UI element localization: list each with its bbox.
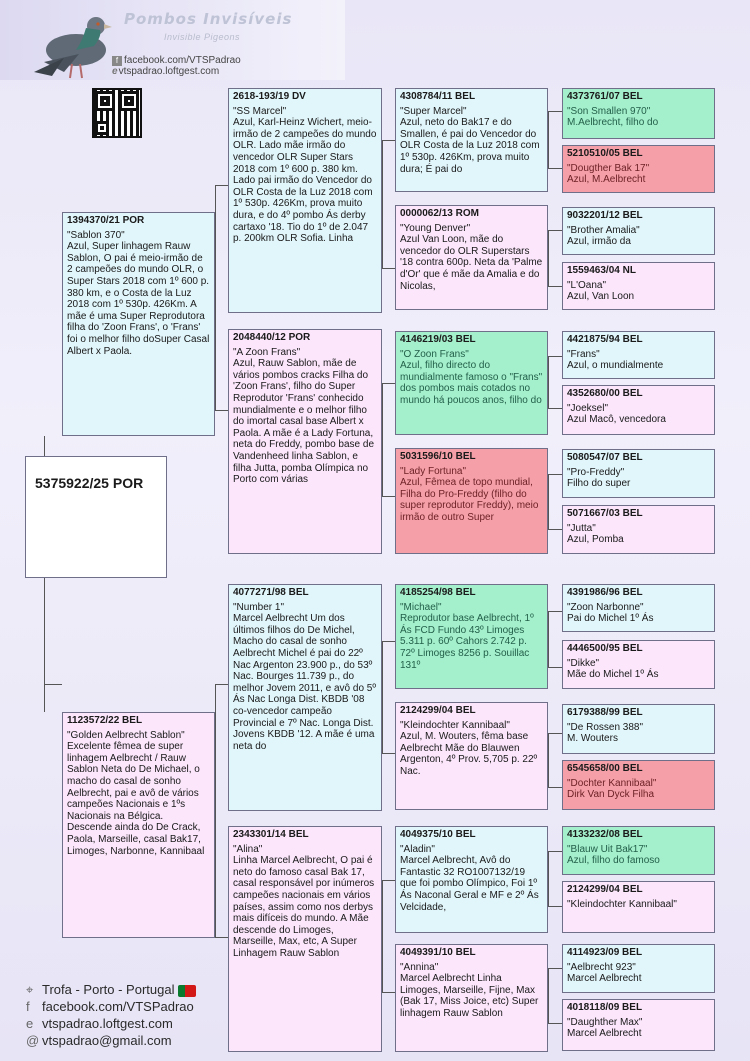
pigeon-desc: Marcel Aelbrecht Um dos últimos filhos do De Michel, Macho do casal de sonho Aelbrecht Michel é pai do 22º Nac Argenton 23.900 p., do 53º Nac. Bourges 11.739 p., do melhor Jovem 2011, e avô do 5º Ás Nac Longa Dist. KBDB '08 co-vencedor campeão Provincial e 7º Nac. Longa Dist. Jovens KBDB '12. A mãe é uma neta do [233, 613, 376, 752]
email-link[interactable]: vtspadrao@gmail.com [42, 1033, 172, 1048]
pigeon-desc: Azul, Van Loon [567, 291, 635, 303]
header-website-link[interactable]: vtspadrao.loftgest.com [118, 66, 220, 77]
gg-grandparent-box [562, 999, 715, 1051]
facebook-link[interactable]: facebook.com/VTSPadrao [42, 999, 194, 1014]
pigeon-name: "Kleindochter Kannibaal" [567, 898, 677, 910]
pigeon-name: "Aelbrecht 923" [567, 961, 636, 973]
gg-grandparent-box [562, 826, 715, 875]
contact-website [26, 1016, 173, 1031]
pigeon-desc: Azul, Karl-Heinz Wichert, meio-irmão de 2 campeões do mundo OLR. Lado mãe irmão do vencedor OLR Super Stars 2018 com 1º 600 p. 380 km. Lado pai irmão do Vencedor do OLR Costa de la Luz 2018 com 1º 530p. 426Km, prova muito dura, e do 4º pombo Ás derby cartaxo '18. Tio do 1º de 2.047 p. 200km OLR Sofia. Linha [233, 117, 377, 245]
pigeon-desc: Azul, filho do famoso [567, 855, 660, 867]
great-grandparent-box [395, 88, 548, 192]
pigeon-desc: Azul, M. Wouters, fêma base Aelbrecht Mãe do Blauwen Argenton, 4º Prov. 5,705 p. 22º Nac. [400, 731, 538, 777]
pigeon-ring: 2343301/14 BEL [233, 829, 309, 840]
sire-box [62, 212, 215, 436]
gg-grandparent-box [562, 640, 715, 689]
pigeon-desc: Azul, Fêmea de topo mundial, Filha do Pro-Freddy (filho do super reprodutor Freddy), meio irmão de outro Super [400, 477, 539, 523]
pigeon-ring: 4391986/96 BEL [567, 587, 643, 598]
pigeon-ring: 4114923/09 BEL [567, 947, 643, 958]
header-facebook-link[interactable]: facebook.com/VTSPadrao [124, 55, 241, 66]
pigeon-desc: Reprodutor base Aelbrecht, 1º Ás FCD Fundo 43º Limoges 5.311 p. 60º Cahors 2.742 p. 72º Limoges 8256 p. Souillac 131º [400, 613, 534, 671]
pigeon-ring: 4049391/10 BEL [400, 947, 476, 958]
great-grandparent-box [395, 331, 548, 435]
pigeon-ring: 4049375/10 BEL [400, 829, 476, 840]
pigeon-ring: 4308784/11 BEL [400, 91, 476, 102]
pigeon-ring: 4018118/09 BEL [567, 1002, 643, 1013]
great-grandparent-box [395, 205, 548, 310]
pigeon-name: "Daughther Max" [567, 1016, 643, 1028]
pigeon-desc: Dirk Van Dyck Filha [567, 789, 655, 801]
pigeon-name: "De Rossen 388" [567, 721, 644, 733]
pigeon-name: "Jutta" [567, 522, 596, 534]
gg-grandparent-box [562, 88, 715, 139]
pigeon-desc: Pai do Michel 1º Ás [567, 613, 654, 625]
grandparent-box [228, 88, 382, 313]
gg-grandparent-box [562, 881, 715, 933]
brand-title: Pombos Invisíveis [124, 10, 293, 28]
pigeon-name: "Dikke" [567, 657, 600, 669]
pigeon-name: "Pro-Freddy" [567, 466, 625, 478]
pigeon-desc: Filho do super [567, 478, 631, 490]
location-pin-icon: ⌖ [26, 982, 34, 997]
pigeon-ring: 5210510/05 BEL [567, 148, 643, 159]
pigeon-name: "Aladin" [400, 843, 435, 855]
gg-grandparent-box [562, 944, 715, 993]
pigeon-ring: 1123572/22 BEL [67, 715, 143, 726]
pigeon-name: "Dochter Kannibaal" [567, 777, 657, 789]
pigeon-name: "Number 1" [233, 601, 285, 613]
pigeon-logo-icon [24, 2, 114, 80]
gg-grandparent-box [562, 262, 715, 310]
pigeon-ring: 5031596/10 BEL [400, 451, 476, 462]
pigeon-ring: 0000062/13 ROM [400, 208, 479, 219]
brand-links [112, 55, 345, 77]
great-grandparent-box [395, 944, 548, 1052]
pigeon-ring: 4185254/98 BEL [400, 587, 476, 598]
pigeon-ring: 4146219/03 BEL [400, 334, 476, 345]
pigeon-desc: Linha Marcel Aelbrecht, O pai é neto do famoso casal Bak 17, casal responsável por inúmeros campeões nacionais em vários países, assim como nos derbys mais difíceis do mundo. A Mãe descende do Limoges, Marseille, Max, etc, A Super Linhagem Rauw Sablon [233, 855, 375, 959]
pigeon-desc: Azul, filho directo do mundialmente famoso o "Frans" dos pombos mais cotados no mundo há poucos anos, filho do [400, 360, 543, 406]
pigeon-ring: 4352680/00 BEL [567, 388, 643, 399]
brand-subtitle: Invisible Pigeons [164, 32, 241, 42]
pigeon-name: "Frans" [567, 348, 600, 360]
pigeon-ring: 4077271/98 BEL [233, 587, 309, 598]
pigeon-ring: 4446500/95 BEL [567, 643, 643, 654]
pigeon-ring: 1559463/04 NL [567, 265, 636, 276]
pigeon-ring: 1394370/21 POR [67, 215, 145, 226]
pigeon-name: "Joeksel" [567, 402, 609, 414]
contact-email [26, 1033, 172, 1048]
pigeon-desc: Azul Van Loon, mãe do vencedor do OLR Superstars '18 contra 600p. Neta da 'Palme d'Or' que é mãe da Amalia e do Nicolas, [400, 234, 543, 292]
pigeon-name: "O Zoon Frans" [400, 348, 469, 360]
gg-grandparent-box [562, 704, 715, 754]
great-grandparent-box [395, 826, 548, 933]
pigeon-desc: Azul, M.Aelbrecht [567, 174, 646, 186]
subject-pigeon-box [25, 456, 167, 578]
pigeon-name: "Michael" [400, 601, 442, 613]
pigeon-ring: 4133232/08 BEL [567, 829, 643, 840]
facebook-icon: f [26, 999, 30, 1014]
great-grandparent-box [395, 448, 548, 554]
great-grandparent-box [395, 584, 548, 689]
pigeon-desc: Marcel Aelbrecht Linha Limoges, Marseille, Fijne, Max (Bak 17, Miss Joice, etc) Super linhagem Rauw Sablon [400, 973, 539, 1019]
pigeon-desc: M. Wouters [567, 733, 618, 745]
dam-box [62, 712, 215, 938]
contact-location [26, 982, 196, 998]
pigeon-name: "Golden Aelbrecht Sablon" [67, 729, 185, 741]
gg-grandparent-box [562, 331, 715, 379]
pigeon-desc: Azul, o mundialmente [567, 360, 664, 372]
pigeon-name: "Super Marcel" [400, 105, 467, 117]
grandparent-box [228, 826, 382, 1052]
pigeon-desc: Azul, irmão da [567, 236, 631, 248]
pigeon-desc: Azul Macô, vencedora [567, 414, 666, 426]
pigeon-name: "Alina" [233, 843, 263, 855]
website-link[interactable]: vtspadrao.loftgest.com [42, 1016, 173, 1031]
pigeon-ring: 2048440/12 POR [233, 332, 311, 343]
pigeon-ring: 6545658/00 BEL [567, 763, 643, 774]
pigeon-name: "Zoon Narbonne" [567, 601, 644, 613]
pigeon-name: "L'Oana" [567, 279, 607, 291]
pigeon-ring: 2124299/04 BEL [567, 884, 643, 895]
pigeon-desc: Excelente fêmea de super linhagem Aelbrecht / Rauw Sablon Neta do De Michael, o macho do casal de sonho Aelbrecht, pai e avô de vários campeões Nacionais e 1ºs Nacionais na Bélgica. Descende ainda do De Crack, Paola, Marseille, casal Bak17, Limoges, Narbonne, Kannibaal [67, 741, 205, 857]
pigeon-ring: 4421875/94 BEL [567, 334, 643, 345]
pigeon-desc: Marcel Aelbrecht, Avô do Fantastic 32 RO1007132/19 que foi pombo Olímpico, Foi 1º Ás Naconal Geral e MF e 2º Ás Velcidade, [400, 855, 539, 913]
pigeon-name: "Son Smallen 970" [567, 105, 651, 117]
logo-banner [0, 0, 345, 80]
qr-code[interactable] [92, 88, 142, 138]
portugal-flag-icon [178, 985, 196, 997]
pigeon-ring: 5080547/07 BEL [567, 452, 643, 463]
gg-grandparent-box [562, 449, 715, 498]
pigeon-desc: Azul, Rauw Sablon, mãe de vários pombos cracks Filha do 'Zoon Frans', filho do Super Reprodutor 'Frans' conhecido mundialmente e o melhor filho do imortal casal base Albert x Paola. A mãe é a Lady Fortuna, neta do Freddy, pombo base de Vandenheed linha Sablon, e filha Jutta, pomba Olímpica no Porto com várias [233, 358, 375, 486]
pigeon-desc: Azul, Super linhagem Rauw Sablon, O pai é meio-irmão de 2 campeões do mundo OLR, o Super Stars 2018 com 1º 600 p. 380 km, e o Costa de la Luz 2018 com 1º 530p. 426Km. A mãe é uma Super Reprodutora filha do 'Zoon Frans', o 'Frans' foi o melhor filho doSuper Casal Albert x Paola. [67, 241, 210, 357]
email-at-icon: @ [26, 1033, 40, 1048]
gg-grandparent-box [562, 145, 715, 193]
pigeon-desc: Marcel Aelbrecht [567, 973, 642, 985]
pigeon-ring: 4373761/07 BEL [567, 91, 643, 102]
web-icon: e [26, 1016, 34, 1031]
grandparent-box [228, 584, 382, 811]
pigeon-name: "Brother Amalia" [567, 224, 640, 236]
gg-grandparent-box [562, 505, 715, 554]
great-grandparent-box [395, 702, 548, 810]
pigeon-name: "SS Marcel" [233, 105, 287, 117]
pigeon-name: "Blauw Uit Bak17" [567, 843, 648, 855]
pigeon-ring: 2618-193/19 DV [233, 91, 306, 102]
pigeon-desc: Marcel Aelbrecht [567, 1028, 642, 1040]
pigeon-name: "Sablon 370" [67, 229, 125, 241]
pigeon-name: "Young Denver" [400, 222, 471, 234]
pigeon-ring: 5071667/03 BEL [567, 508, 643, 519]
gg-grandparent-box [562, 760, 715, 810]
subject-ring: 5375922/25 POR [35, 475, 144, 491]
gg-grandparent-box [562, 584, 715, 632]
facebook-icon: f [112, 56, 122, 66]
pigeon-name: "A Zoon Frans" [233, 346, 301, 358]
pigeon-name: "Annina" [400, 961, 439, 973]
pigeon-ring: 9032201/12 BEL [567, 210, 643, 221]
pigeon-desc: M.Aelbrecht, filho do [567, 117, 659, 129]
pigeon-desc: Mãe do Michel 1º Ás [567, 669, 659, 681]
grandparent-box [228, 329, 382, 554]
pigeon-name: "Kleindochter Kannibaal" [400, 719, 510, 731]
pigeon-name: "Dougther Bak 17" [567, 162, 650, 174]
pigeon-ring: 6179388/99 BEL [567, 707, 643, 718]
contact-facebook [26, 999, 194, 1014]
pigeon-desc: Azul, Pomba [567, 534, 624, 546]
pigeon-ring: 2124299/04 BEL [400, 705, 476, 716]
pigeon-name: "Lady Fortuna" [400, 465, 467, 477]
location-text: Trofa - Porto - Portugal [42, 982, 175, 997]
web-icon: e [112, 66, 118, 77]
pigeon-desc: Azul, neto do Bak17 e do Smallen, é pai do Vencedor do OLR Costa de la Luz 2018 com 1º 530p. 426Km, prova muito dura; É pai do [400, 117, 540, 175]
gg-grandparent-box [562, 207, 715, 255]
gg-grandparent-box [562, 385, 715, 435]
